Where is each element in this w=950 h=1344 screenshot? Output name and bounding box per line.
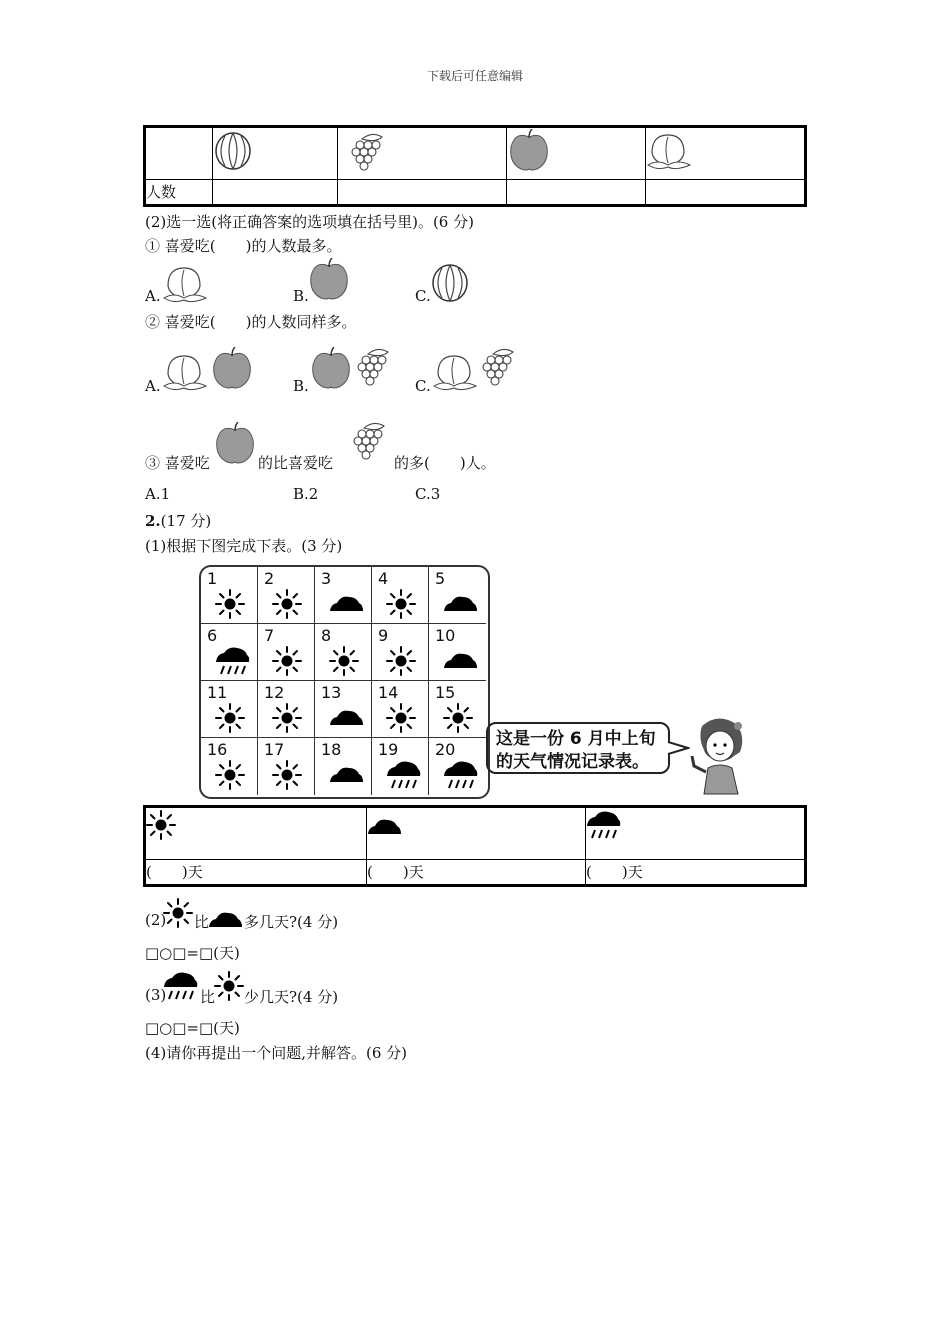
calendar-day-cell — [429, 738, 486, 795]
cloud-icon — [208, 905, 244, 929]
q2-number: 2. — [145, 512, 161, 530]
q2-p1: (1)根据下图完成下表。(3 分) — [145, 537, 343, 555]
sun-icon — [215, 760, 251, 790]
sun-icon — [163, 898, 193, 928]
fruit-table-corner — [145, 127, 213, 180]
q1-2-s1: ① 喜爱吃( )的人数最多。 — [145, 237, 342, 255]
calendar-day-cell — [258, 624, 315, 681]
sun-icon — [386, 589, 422, 619]
calendar-day-number: 9 — [378, 626, 389, 645]
cloud-icon — [367, 812, 403, 842]
calendar-day-cell — [258, 738, 315, 795]
apple-icon — [309, 347, 355, 391]
calendar-day-cell — [372, 624, 429, 681]
girl-illustration-icon — [688, 716, 750, 796]
q1-2-s2: ② 喜爱吃( )的人数同样多。 — [145, 313, 357, 331]
peach-icon — [162, 262, 210, 306]
sun-icon — [272, 589, 308, 619]
peach-icon — [162, 350, 210, 394]
s3-option-c: C.3 — [415, 485, 441, 503]
calendar-day-cell — [201, 681, 258, 738]
calendar-day-number: 7 — [264, 626, 275, 645]
rainy-header — [586, 807, 806, 860]
calendar-day-number: 14 — [378, 683, 399, 702]
cloud-icon — [329, 760, 365, 790]
calendar-day-cell — [429, 681, 486, 738]
calendar-day-cell — [372, 681, 429, 738]
cloud-icon — [329, 589, 365, 619]
peach-count-cell[interactable] — [646, 179, 806, 205]
sun-icon — [272, 646, 308, 676]
cloud-icon — [443, 589, 479, 619]
rain-icon — [386, 760, 422, 790]
weather-calendar — [199, 565, 490, 799]
sun-icon — [272, 703, 308, 733]
calendar-day-number: 6 — [207, 626, 218, 645]
page-header: 下载后可任意编辑 — [426, 69, 523, 83]
rain-icon — [443, 760, 479, 790]
s1-option-a: A. — [145, 287, 161, 305]
calendar-day-number: 10 — [435, 626, 456, 645]
calendar-day-cell — [429, 567, 486, 624]
calendar-day-number: 13 — [321, 683, 342, 702]
s2-option-b: B. — [293, 377, 309, 395]
apple-count-cell[interactable] — [507, 179, 646, 205]
grape-icon — [350, 420, 392, 462]
peach-icon — [432, 350, 480, 394]
calendar-day-cell — [258, 567, 315, 624]
calendar-day-number: 18 — [321, 740, 342, 759]
calendar-day-cell — [258, 681, 315, 738]
sunny-header — [145, 807, 367, 860]
calendar-day-number: 16 — [207, 740, 228, 759]
rain-icon — [586, 810, 622, 840]
rainy-days-cell[interactable]: ( )天 — [586, 859, 806, 885]
apple-icon — [210, 347, 256, 391]
weather-count-table — [143, 805, 807, 887]
sun-icon — [215, 589, 251, 619]
bubble-line-2: 的天气情况记录表。 — [496, 752, 649, 772]
q2-p3-suffix: 少几天?(4 分) — [244, 988, 339, 1006]
calendar-day-number: 11 — [207, 683, 228, 702]
watermelon-icon — [430, 263, 472, 305]
calendar-day-number: 4 — [378, 569, 389, 588]
watermelon-icon — [213, 131, 255, 173]
s3-option-a: A.1 — [145, 485, 171, 503]
sunny-days-cell[interactable]: ( )天 — [145, 859, 367, 885]
bubble-line-1: 这是一份 6 月中上旬 — [496, 729, 656, 749]
watermelon-header — [213, 127, 338, 180]
row-label: 人数 — [145, 179, 213, 205]
calendar-day-number: 2 — [264, 569, 275, 588]
q2-score: (17 分) — [160, 512, 212, 530]
rain-icon — [163, 971, 199, 1001]
s1-option-c: C. — [415, 287, 431, 305]
q2-p2-suffix: 多几天?(4 分) — [244, 913, 339, 931]
cloud-icon — [443, 646, 479, 676]
sun-icon — [386, 703, 422, 733]
watermelon-count-cell[interactable] — [213, 179, 338, 205]
q2-p4: (4)请你再提出一个问题,并解答。(6 分) — [145, 1044, 408, 1062]
grape-icon — [348, 131, 390, 173]
calendar-day-cell — [201, 624, 258, 681]
s1-option-b: B. — [293, 287, 309, 305]
calendar-day-cell — [201, 567, 258, 624]
calendar-day-cell — [372, 567, 429, 624]
calendar-day-number: 19 — [378, 740, 399, 759]
calendar-day-cell — [201, 738, 258, 795]
sun-icon — [386, 646, 422, 676]
apple-icon — [213, 422, 259, 466]
calendar-day-number: 20 — [435, 740, 456, 759]
cloudy-header — [367, 807, 586, 860]
sun-icon — [146, 810, 176, 840]
apple-header — [507, 127, 646, 180]
calendar-day-cell — [372, 738, 429, 795]
sun-icon — [329, 646, 365, 676]
q2-p3-formula[interactable]: □○□=□(天) — [145, 1019, 240, 1037]
grape-icon — [354, 346, 396, 388]
s2-option-a: A. — [145, 377, 161, 395]
peach-icon — [646, 129, 694, 173]
grape-icon — [479, 346, 521, 388]
sun-icon — [215, 703, 251, 733]
q1-2-title: (2)选一选(将正确答案的选项填在括号里)。(6 分) — [145, 213, 474, 231]
cloud-icon — [329, 703, 365, 733]
fruit-table — [143, 125, 807, 207]
calendar-day-number: 12 — [264, 683, 285, 702]
sun-icon — [272, 760, 308, 790]
q1-2-s3-part1: ③ 喜爱吃 — [145, 454, 210, 472]
grape-header — [338, 127, 507, 180]
sun-icon — [214, 971, 244, 1001]
q2-p3-prefix: (3) — [145, 986, 167, 1004]
q2-p2-formula[interactable]: □○□=□(天) — [145, 944, 240, 962]
sun-icon — [443, 703, 479, 733]
calendar-day-number: 1 — [207, 569, 218, 588]
calendar-day-cell — [315, 567, 372, 624]
calendar-day-cell — [315, 681, 372, 738]
q2-p2-bi: 比 — [194, 913, 210, 931]
calendar-day-number: 15 — [435, 683, 456, 702]
calendar-day-number: 17 — [264, 740, 285, 759]
s2-option-c: C. — [415, 377, 431, 395]
apple-icon — [507, 129, 553, 173]
q2-p3-bi: 比 — [200, 988, 216, 1006]
speech-bubble — [486, 722, 670, 774]
calendar-day-cell — [315, 624, 372, 681]
q2-p2-prefix: (2) — [145, 911, 167, 929]
calendar-day-cell — [315, 738, 372, 795]
s3-option-b: B.2 — [293, 485, 319, 503]
calendar-day-number: 5 — [435, 569, 446, 588]
calendar-day-number: 8 — [321, 626, 332, 645]
q1-2-s3-part3: 的多( )人。 — [394, 454, 496, 472]
peach-header — [646, 127, 806, 180]
bubble-tail-icon — [668, 740, 690, 756]
cloudy-days-cell[interactable]: ( )天 — [367, 859, 586, 885]
grape-count-cell[interactable] — [338, 179, 507, 205]
calendar-day-number: 3 — [321, 569, 332, 588]
q1-2-s3-part2: 的比喜爱吃 — [258, 454, 334, 472]
q2-title — [145, 510, 211, 531]
calendar-day-cell — [429, 624, 486, 681]
rain-icon — [215, 646, 251, 676]
apple-icon — [307, 258, 353, 302]
